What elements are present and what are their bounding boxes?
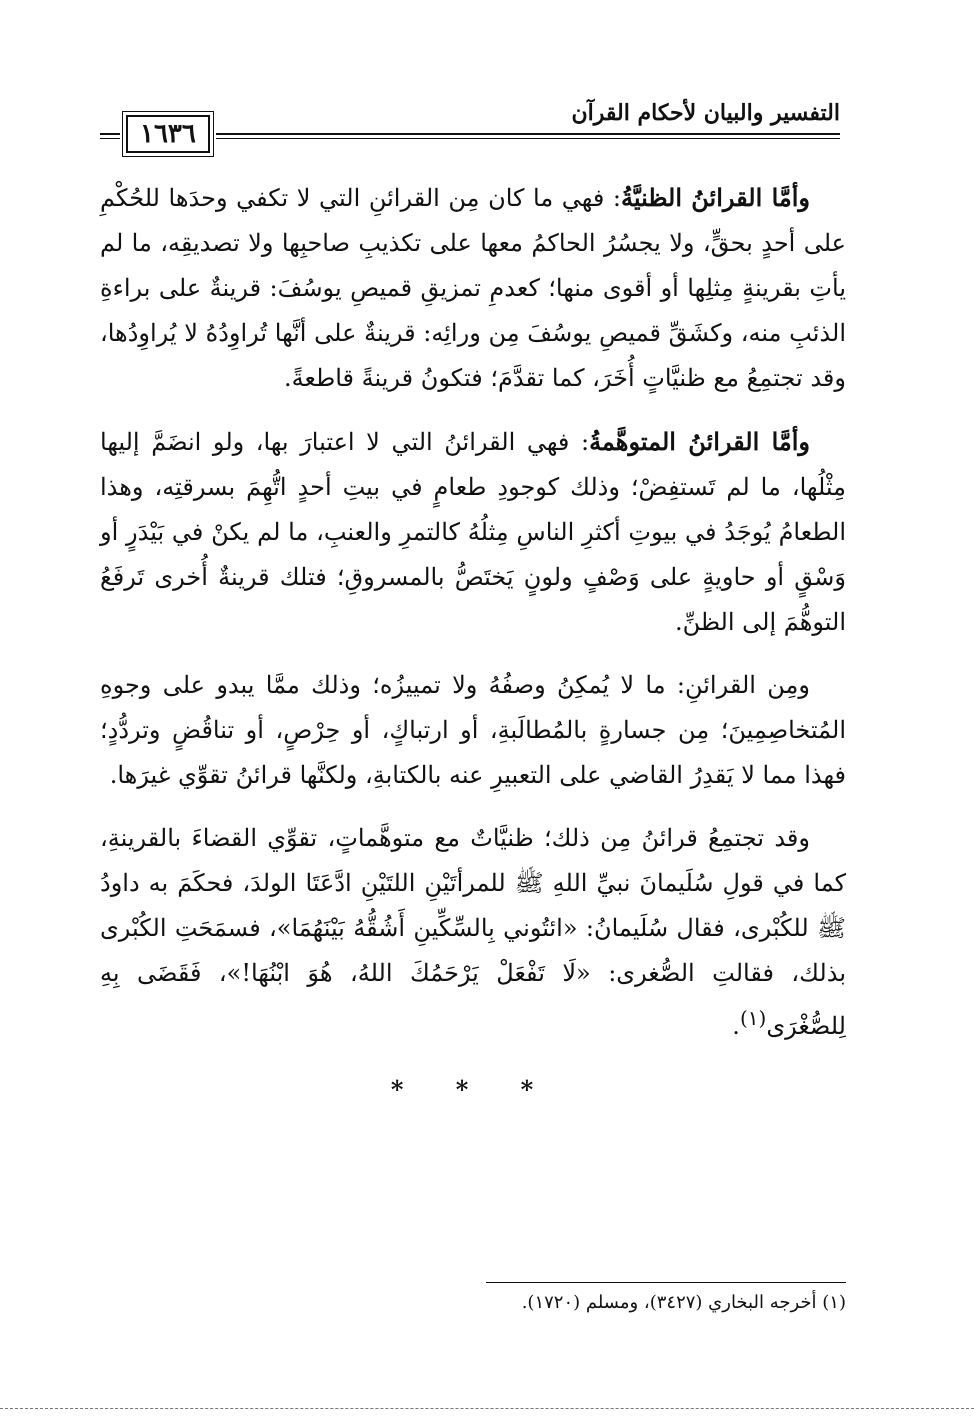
paragraph: [100, 663, 846, 798]
page-header: [100, 95, 840, 155]
footnote-mark: (١): [822, 1292, 846, 1313]
paragraph-text: ومِن القرائنِ: ما لا يُمكِنُ وصفُهُ ولا تمييزُه؛ وذلك ممَّا يبدو على وجوهِ المُتخاصِمِينَ؛ مِن جسارةٍ بالمُطالَبةِ، أو ارتباكٍ، أو حِرْصٍ، أو تناقُضٍ وتردُّدٍ؛ فهذا مما لا يَقدِرُ القاضي على التعبيرِ عنه بالكتابةِ، ولكنَّها قرائنُ تقوِّي غيرَها.: [100, 671, 846, 789]
paragraph-lead: وأمَّا القرائنُ الظنيَّةُ: [620, 183, 810, 212]
paragraph-lead: وأمَّا القرائنُ المتوهَّمةُ: [589, 427, 811, 456]
page-bottom-edge: [0, 1408, 974, 1409]
page-number-frame: [120, 115, 216, 153]
paragraph-text: : فهي ما كان مِن القرائنِ التي لا تكفي وحدَها للحُكْمِ على أحدٍ بحقٍّ، ولا يجسُرُ الحاكمُ معها على تكذيبِ صاحبِها ولا تصديقِه، ما لم يأتِ بقرينةٍ مِثلِها أو أقوى منها؛ كعدمِ تمزيقِ قميصِ يوسُفَ: قرينةٌ على براءةِ الذئبِ منه، وكشَقِّ قميصِ يوسُفَ مِن ورائِه: قرينةٌ على أنَّها تُراوِدُهُ لا يُراوِدُها، وقد تجتمِعُ مع ظنيَّاتٍ أُخَرَ، كما تقدَّمَ؛ فتكونُ قرينةً قاطعةً.: [100, 184, 846, 392]
paragraph-text: وقد تجتمِعُ قرائنُ مِن ذلك؛ ظنيَّاتٌ مع متوهَّماتٍ، تقوِّي القضاءَ بالقرينةِ، كما في قولِ سُلَيمانَ نبيِّ اللهِ ﷺ للمرأتَيْنِ اللتَيْنِ ادَّعَتَا الولدَ، فحكَمَ به داودُ ﷺ للكُبْرى، فقال سُلَيمانُ: «ائتُوني بِالسِّكِّينِ أَشُقُّهُ بَيْنَهُمَا»، فسمَحَتِ الكُبْرى بذلك، فقالتِ الصُّغرى: «لَا تَفْعَلْ يَرْحَمُكَ اللهُ، هُوَ ابْنُهَا!»، فَقَضَى بِهِ لِلصُّغْرَى: [100, 824, 846, 1040]
footnote-reference[interactable]: (١): [739, 1006, 767, 1030]
paragraph: [100, 419, 846, 645]
page-number: ١٦٣٦: [126, 115, 210, 153]
paragraph-text: : فهي القرائنُ التي لا اعتبارَ بها، ولو انضَمَّ إليها مِثْلُها، ما لم تَستفِضْ؛ وذلك كوجودِ طعامٍ في بيتِ أحدٍ اتُّهِمَ بسرقتِه، وهذا الطعامُ يُوجَدُ في بيوتِ أكثرِ الناسِ مِثلُهُ كالتمرِ والعنبِ، ما لم يكنْ في بَيْدَرٍ أو وَسْقٍ أو حاويةٍ على وَصْفٍ ولونٍ يَختَصُّ بالمسروقِ؛ فتلك قرينةٌ أُخرى تَرفَعُ التوهُّمَ إلى الظنِّ.: [100, 428, 846, 636]
book-title: التفسير والبيان لأحكام القرآن: [559, 97, 840, 129]
body-text: [100, 175, 846, 1112]
footnote-text: أخرجه البخاري (٣٤٢٧)، ومسلم (١٧٢٠).: [521, 1292, 817, 1313]
paragraph: [100, 175, 846, 401]
paragraph: [100, 816, 846, 1049]
footnote: [100, 1288, 846, 1318]
section-separator: * * *: [390, 1075, 556, 1104]
paragraph-tail: .: [732, 1012, 740, 1040]
footnote-divider: [486, 1282, 846, 1283]
